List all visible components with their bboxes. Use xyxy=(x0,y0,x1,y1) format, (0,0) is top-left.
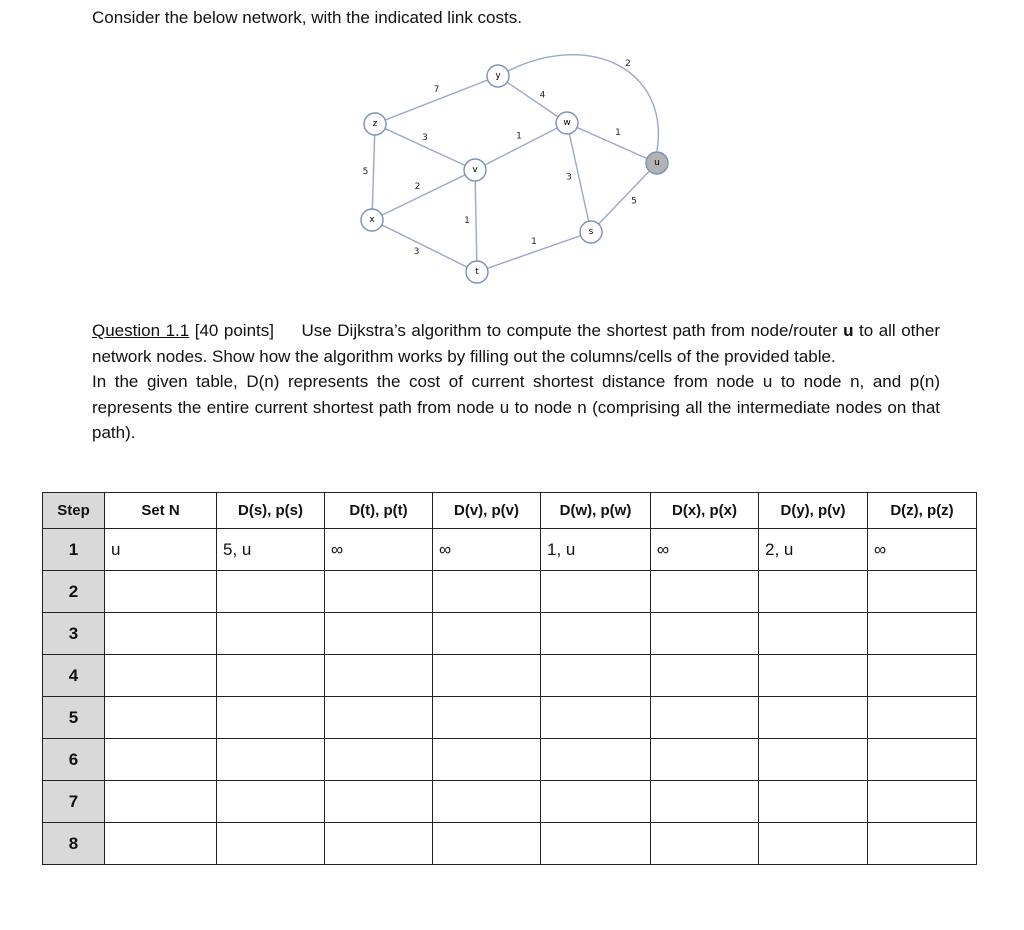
cell-ds[interactable]: 5, u xyxy=(217,529,325,571)
edge-cost-y-u: 2 xyxy=(625,59,631,69)
cell-set-n[interactable] xyxy=(105,781,217,823)
cell-dz[interactable]: ∞ xyxy=(868,529,977,571)
edge-cost-t-s: 1 xyxy=(531,237,537,247)
cell-step: 2 xyxy=(43,571,105,613)
cell-dt[interactable] xyxy=(325,697,433,739)
edge-cost-z-y: 7 xyxy=(433,85,440,95)
edge-v-t xyxy=(475,170,477,272)
cell-ds[interactable] xyxy=(217,571,325,613)
cell-ds[interactable] xyxy=(217,823,325,865)
table-row xyxy=(43,571,977,613)
cell-dw[interactable] xyxy=(541,571,651,613)
header-step: Step xyxy=(43,493,105,529)
edge-cost-z-v: 3 xyxy=(422,133,428,143)
cell-step: 4 xyxy=(43,655,105,697)
edge-cost-v-w: 1 xyxy=(516,131,522,142)
cell-dt[interactable]: ∞ xyxy=(325,529,433,571)
cell-dt[interactable] xyxy=(325,781,433,823)
cell-dv[interactable] xyxy=(433,823,541,865)
cell-dx[interactable]: ∞ xyxy=(651,529,759,571)
cell-dy[interactable] xyxy=(759,613,868,655)
question-text-after: to all other network nodes. Show how the algorithm works by filling out the columns/cells of the provided table. xyxy=(92,321,940,366)
table-row xyxy=(43,529,977,571)
cell-ds[interactable] xyxy=(217,613,325,655)
cell-dt[interactable] xyxy=(325,613,433,655)
header-dy: D(y), p(v) xyxy=(759,493,868,529)
edge-cost-z-x: 5 xyxy=(362,167,369,177)
cell-dz[interactable] xyxy=(868,571,977,613)
cell-dx[interactable] xyxy=(651,571,759,613)
cell-dy[interactable]: 2, u xyxy=(759,529,868,571)
question-label: Question 1.1 xyxy=(92,321,190,340)
header-dt: D(t), p(t) xyxy=(325,493,433,529)
cell-dw[interactable] xyxy=(541,613,651,655)
cell-step: 7 xyxy=(43,781,105,823)
edge-z-y xyxy=(375,76,498,124)
cell-dx[interactable] xyxy=(651,823,759,865)
cell-ds[interactable] xyxy=(217,655,325,697)
cell-dw[interactable] xyxy=(541,823,651,865)
intro-text: Consider the below network, with the indicated link costs. xyxy=(92,8,522,27)
question-node: u xyxy=(843,321,854,340)
cell-set-n[interactable] xyxy=(105,571,217,613)
cell-dw[interactable] xyxy=(541,739,651,781)
cell-dy[interactable] xyxy=(759,697,868,739)
node-label-x: x xyxy=(369,215,375,225)
cell-dt[interactable] xyxy=(325,655,433,697)
cell-dt[interactable] xyxy=(325,571,433,613)
cell-dw[interactable] xyxy=(541,655,651,697)
cell-step: 6 xyxy=(43,739,105,781)
cell-set-n[interactable] xyxy=(105,697,217,739)
edge-cost-x-v: 2 xyxy=(414,182,421,192)
cell-dz[interactable] xyxy=(868,613,977,655)
table-row xyxy=(43,781,977,823)
edge-cost-w-u: 1 xyxy=(615,128,621,138)
edge-cost-s-u: 5 xyxy=(631,196,637,207)
header-dv: D(v), p(v) xyxy=(433,493,541,529)
cell-dy[interactable] xyxy=(759,571,868,613)
node-label-y: y xyxy=(495,71,501,81)
table-row xyxy=(43,697,977,739)
header-set-n: Set N xyxy=(105,493,217,529)
edge-y-u xyxy=(508,55,658,151)
cell-dy[interactable] xyxy=(759,823,868,865)
cell-dw[interactable] xyxy=(541,781,651,823)
cell-dx[interactable] xyxy=(651,697,759,739)
table-row xyxy=(43,823,977,865)
edge-cost-x-t: 3 xyxy=(413,247,420,257)
cell-dz[interactable] xyxy=(868,823,977,865)
table-row xyxy=(43,613,977,655)
cell-dy[interactable] xyxy=(759,655,868,697)
cell-dv[interactable] xyxy=(433,655,541,697)
header-dx: D(x), p(x) xyxy=(651,493,759,529)
cell-set-n[interactable] xyxy=(105,655,217,697)
edge-z-v xyxy=(375,124,475,170)
dijkstra-table xyxy=(42,492,977,865)
header-dw: D(w), p(w) xyxy=(541,493,651,529)
question-paragraph-2: In the given table, D(n) represents the cost of current shortest distance from node u to node n, and p(n) represents the entire current shortest path from node u to node n (comprising all the intermediate nodes on that path). xyxy=(92,372,940,442)
edge-y-w xyxy=(498,76,567,123)
edge-x-t xyxy=(372,220,477,272)
cell-dv[interactable] xyxy=(433,781,541,823)
cell-dx[interactable] xyxy=(651,655,759,697)
edge-w-u xyxy=(567,123,657,163)
cell-dz[interactable] xyxy=(868,655,977,697)
table-row xyxy=(43,655,977,697)
cell-dv[interactable]: ∞ xyxy=(433,529,541,571)
edge-z-x xyxy=(372,124,375,220)
network-graph xyxy=(340,50,680,290)
edge-x-v xyxy=(372,170,475,220)
edge-cost-y-w: 4 xyxy=(539,90,546,101)
cell-step: 8 xyxy=(43,823,105,865)
node-label-z: z xyxy=(372,119,378,129)
question-block xyxy=(92,318,940,446)
cell-step: 5 xyxy=(43,697,105,739)
table-row xyxy=(43,739,977,781)
question-paragraph-1 xyxy=(92,318,940,369)
node-label-t: t xyxy=(475,267,479,277)
cell-dx[interactable] xyxy=(651,739,759,781)
cell-set-n[interactable]: u xyxy=(105,529,217,571)
cell-dx[interactable] xyxy=(651,781,759,823)
cell-dv[interactable] xyxy=(433,613,541,655)
node-label-w: w xyxy=(563,118,571,128)
cell-set-n[interactable] xyxy=(105,823,217,865)
cell-set-n[interactable] xyxy=(105,739,217,781)
cell-ds[interactable] xyxy=(217,697,325,739)
cell-dt[interactable] xyxy=(325,739,433,781)
cell-dv[interactable] xyxy=(433,697,541,739)
question-points: [40 points] xyxy=(194,321,274,340)
edge-s-u xyxy=(591,163,657,232)
cell-dw[interactable] xyxy=(541,697,651,739)
cell-ds[interactable] xyxy=(217,781,325,823)
node-label-s: s xyxy=(588,227,594,237)
cell-dy[interactable] xyxy=(759,781,868,823)
edge-v-w xyxy=(475,123,567,170)
header-dz: D(z), p(z) xyxy=(868,493,977,529)
node-label-v: v xyxy=(472,165,478,175)
header-ds: D(s), p(s) xyxy=(217,493,325,529)
cell-step: 3 xyxy=(43,613,105,655)
cell-dw[interactable]: 1, u xyxy=(541,529,651,571)
edge-cost-v-t: 1 xyxy=(464,216,470,226)
edge-cost-w-s: 3 xyxy=(566,172,572,183)
question-text-before: Use Dijkstra’s algorithm to compute the shortest path from node/router xyxy=(301,321,844,340)
cell-step: 1 xyxy=(43,529,105,571)
cell-set-n[interactable] xyxy=(105,613,217,655)
cell-dz[interactable] xyxy=(868,739,977,781)
cell-dv[interactable] xyxy=(433,571,541,613)
table-header-row xyxy=(43,493,977,529)
node-label-u: u xyxy=(654,158,660,168)
cell-dx[interactable] xyxy=(651,613,759,655)
cell-dt[interactable] xyxy=(325,823,433,865)
cell-dv[interactable] xyxy=(433,739,541,781)
cell-dz[interactable] xyxy=(868,781,977,823)
cell-dz[interactable] xyxy=(868,697,977,739)
cell-ds[interactable] xyxy=(217,739,325,781)
cell-dy[interactable] xyxy=(759,739,868,781)
